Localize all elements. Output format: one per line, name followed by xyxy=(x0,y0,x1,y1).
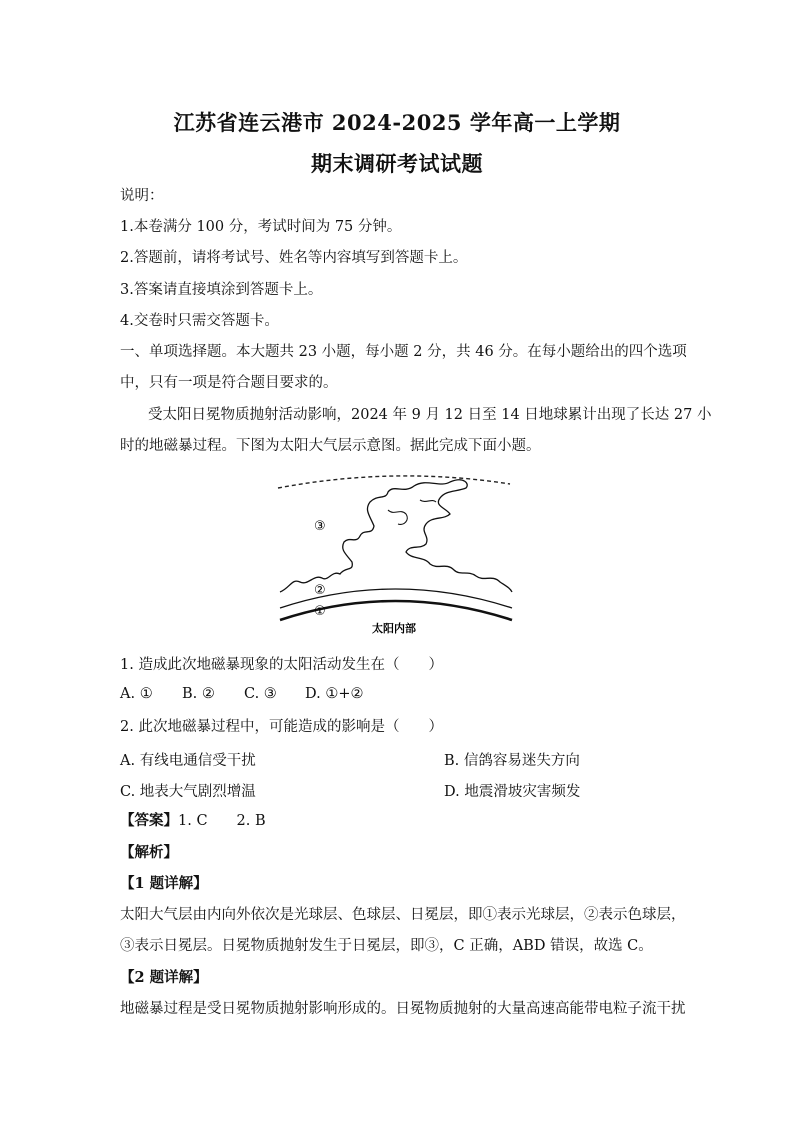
analysis-q1-line2: ③表示日冕层。日冕物质抛射发生于日冕层，即③，C 正确，ABD 错误，故选 C。 xyxy=(120,938,653,954)
instruction-item-1: 1.本卷满分 100 分，考试时间为 75 分钟。 xyxy=(120,219,402,235)
solar-atmosphere-diagram xyxy=(270,470,520,640)
analysis-label: 【解析】 xyxy=(120,844,178,861)
question-1-option-d: D. ①+② xyxy=(305,686,364,702)
diagram-label-1: ① xyxy=(314,604,326,619)
question-1-option-c: C. ③ xyxy=(244,686,277,702)
analysis-q1-label: 【1 题详解】 xyxy=(120,875,208,892)
page-title-line1: 江苏省连云港市 2024-2025 学年高一上学期 xyxy=(173,110,621,135)
diagram-label-3: ③ xyxy=(314,519,326,534)
question-2-option-d: D. 地震滑坡灾害频发 xyxy=(444,784,581,800)
corona-prominence-outline xyxy=(280,480,512,592)
answer-row xyxy=(120,811,266,831)
prominence-detail xyxy=(388,510,407,524)
instruction-item-3: 3.答案请直接填涂到答题卡上。 xyxy=(120,282,323,298)
section-heading-line1: 一、单项选择题。本大题共 23 小题，每小题 2 分，共 46 分。在每小题给出的四个选项 xyxy=(120,344,687,360)
question-2-stem: 2. 此次地磁暴过程中，可能造成的影响是（ ） xyxy=(120,719,443,735)
question-1-option-b: B. ② xyxy=(182,686,215,702)
page-title-line2: 期末调研考试试题 xyxy=(311,151,483,176)
prominence-detail-2 xyxy=(420,500,436,502)
diagram-label-2: ② xyxy=(314,583,326,598)
question-1-stem: 1. 造成此次地磁暴现象的太阳活动发生在（ ） xyxy=(120,657,443,673)
instructions-label: 说明： xyxy=(120,188,164,204)
question-2-option-c: C. 地表大气剧烈增温 xyxy=(120,784,256,800)
instruction-item-2: 2.答题前，请将考试号、姓名等内容填写到答题卡上。 xyxy=(120,250,468,266)
answer-label: 【答案】 xyxy=(120,812,178,829)
diagram-caption: 太阳内部 xyxy=(372,622,416,635)
instruction-item-4: 4.交卷时只需交答题卡。 xyxy=(120,313,279,329)
passage-line1: 受太阳日冕物质抛射活动影响，2024 年 9 月 12 日至 14 日地球累计出现了长达 27 小 xyxy=(148,407,712,423)
outer-boundary-dashed xyxy=(278,476,510,488)
answer-text: 1. C 2. B xyxy=(178,813,266,829)
section-heading-line2: 中，只有一项是符合题目要求的。 xyxy=(120,375,338,391)
analysis-q2-line1: 地磁暴过程是受日冕物质抛射影响形成的。日冕物质抛射的大量高速高能带电粒子流干扰 xyxy=(120,1001,686,1017)
passage-line2: 时的地磁暴过程。下图为太阳大气层示意图。据此完成下面小题。 xyxy=(120,438,541,454)
question-2-option-b: B. 信鸽容易迷失方向 xyxy=(444,753,580,769)
question-2-option-a: A. 有线电通信受干扰 xyxy=(120,753,256,769)
analysis-q1-line1: 太阳大气层由内向外依次是光球层、色球层、日冕层，即①表示光球层，②表示色球层， xyxy=(120,907,686,923)
question-1-option-a: A. ① xyxy=(120,686,153,702)
analysis-q2-label: 【2 题详解】 xyxy=(120,969,208,986)
